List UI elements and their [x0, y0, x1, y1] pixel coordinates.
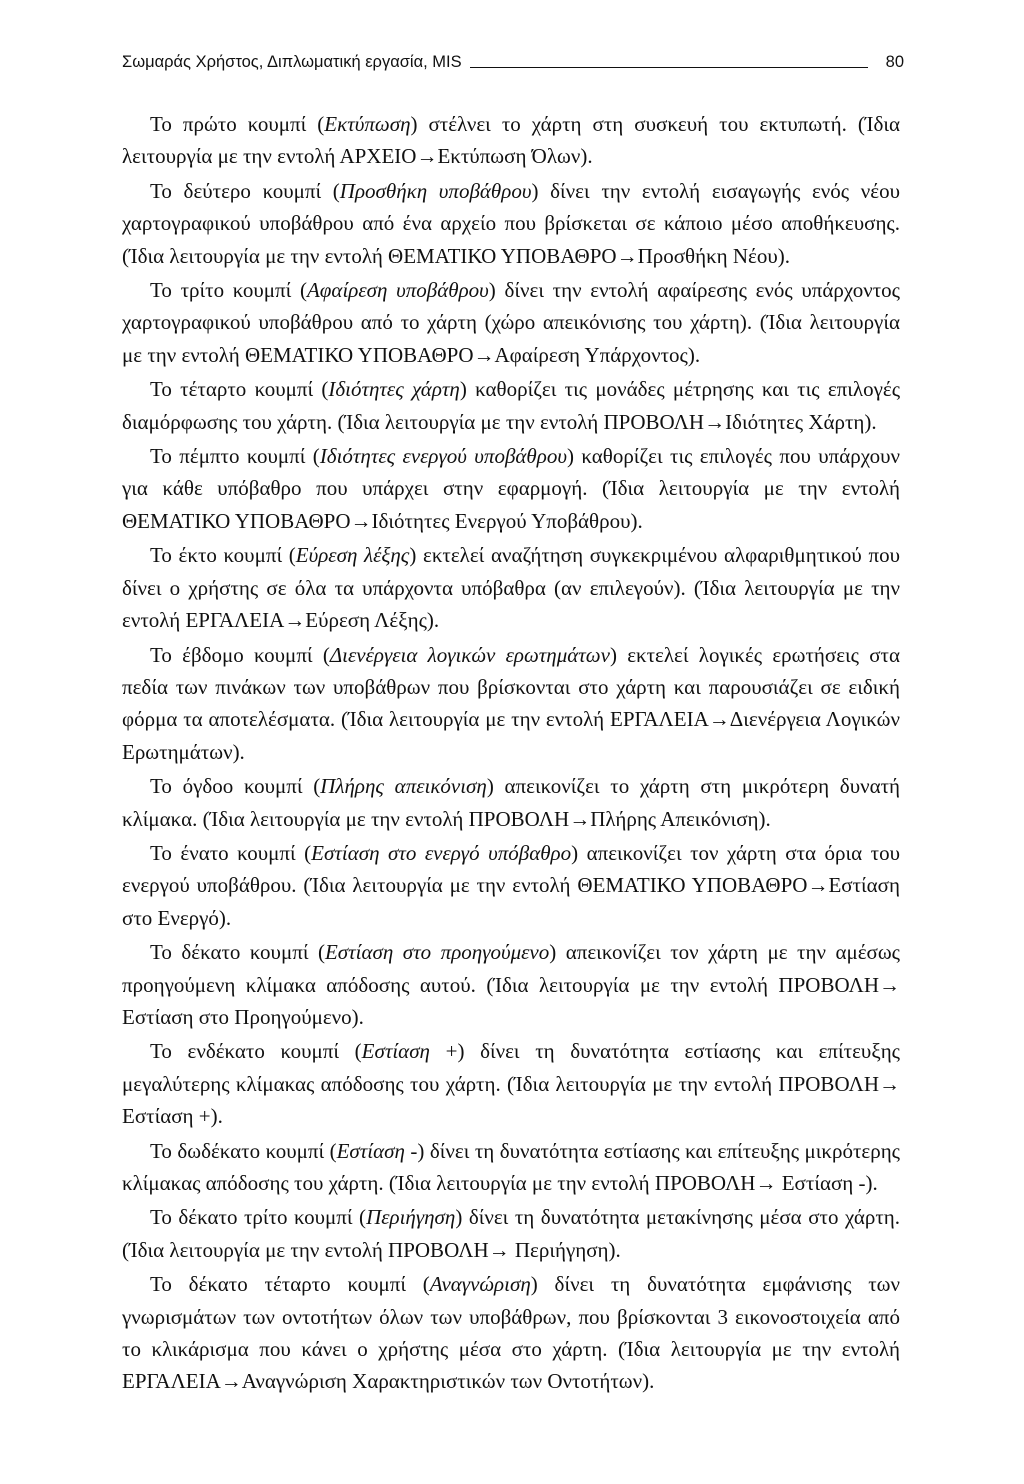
button-name: Εστίαση: [336, 1138, 405, 1163]
paragraph-11: [122, 1035, 900, 1132]
button-name: Προσθήκη υποβάθρου: [339, 178, 532, 203]
paragraph-text: ) δίνει την εντολή αφαίρεσης ενός υπάρχοντος χαρτογραφικού υποβάθρου από το χάρτη (χώρο απεικόνισης του χάρτη). (Ίδια λειτουργία με την εντολή ΘΕΜΑΤΙΚΟ ΥΠΟΒΑΘΡΟ→Αφαίρεση Υπάρχοντος).: [122, 278, 901, 367]
button-name: Αφαίρεση υποβάθρου: [306, 278, 489, 303]
page-number: 80: [885, 53, 904, 71]
header-rule: [470, 67, 868, 68]
paragraph-text: Το τέταρτο κουμπί (: [150, 377, 329, 402]
paragraph-3: [122, 274, 900, 371]
paragraph-text: Το δωδέκατο κουμπί (: [150, 1138, 337, 1163]
button-name: Εστίαση: [361, 1039, 430, 1064]
paragraph-text: Το δέκατο κουμπί (: [150, 940, 325, 965]
paragraph-9: [122, 837, 900, 934]
paragraph-2: [122, 175, 900, 272]
paragraph-text: Το έκτο κουμπί (: [150, 543, 296, 568]
paragraph-5: [122, 440, 900, 537]
paragraph-7: [122, 639, 900, 769]
page-header: [122, 46, 904, 72]
paragraph-text: Το τρίτο κουμπί (: [150, 278, 307, 303]
paragraph-8: [122, 770, 900, 835]
paragraph-text: Το ενδέκατο κουμπί (: [150, 1039, 362, 1064]
button-name: Εύρεση λέξης: [295, 543, 410, 568]
button-name: Εκτύπωση: [324, 112, 411, 136]
paragraph-text: ) εκτελεί αναζήτηση συγκεκριμένου αλφαριθμητικού που δίνει ο χρήστης σε όλα τα υπάρχοντα υπόβαθρα (αν επιλεγούν). (Ίδια λειτουργία με την εντολή ΕΡΓΑΛΕΙΑ→Εύρεση Λέξης).: [122, 543, 900, 633]
paragraph-text: ) δίνει τη δυνατότητα εμφάνισης των γνωρισμάτων των οντοτήτων όλων των υποβάθρων, που βρίσκονται 3 εικονοστοιχεία από το κλικάρισμα που κάνει ο χρήστης μέσα στο χάρτη. (Ίδια λειτουργία με την εντολή ΕΡΓΑΛΕΙΑ→Αναγνώριση Χαρακτηριστικών των Οντοτήτων).: [122, 1272, 901, 1394]
paragraph-text: Το πέμπτο κουμπί (: [150, 444, 320, 469]
paragraph-text: ) καθορίζει τις επιλογές που υπάρχουν για κάθε υπόβαθρο που υπάρχει στην εφαρμογή. (Ίδια λειτουργία με την εντολή ΘΕΜΑΤΙΚΟ ΥΠΟΒΑΘΡΟ→Ιδιότητες Ενεργού Υποβάθρου).: [122, 444, 900, 533]
paragraph-text: ) καθορίζει τις μονάδες μέτρησης και τις επιλογές διαμόρφωσης του χάρτη. (Ίδια λειτουργία με την εντολή ΠΡΟΒΟΛΗ→Ιδιότητες Χάρτη).: [122, 377, 901, 434]
paragraph-13: [122, 1201, 900, 1266]
paragraph-text: ) στέλνει το χάρτη στη συσκευή του εκτυπωτή. (Ίδια λειτουργία με την εντολή ΑΡΧΕΙΟ→Εκτύπωση Όλων).: [122, 112, 901, 169]
paragraph-12: [122, 1135, 900, 1200]
paragraph-14: [122, 1268, 900, 1398]
paragraph-text: ) απεικονίζει τον χάρτη στα όρια του ενεργού υποβάθρου. (Ίδια λειτουργία με την εντολή ΘΕΜΑΤΙΚΟ ΥΠΟΒΑΘΡΟ→Εστίαση στο Ενεργό).: [122, 840, 901, 930]
button-name: Ιδιότητες χάρτη: [328, 377, 460, 402]
body-text: [122, 108, 900, 1398]
paragraph-4: [122, 373, 900, 438]
paragraph-1: [122, 108, 900, 173]
paragraph-text: -) δίνει τη δυνατότητα εστίασης και επίτευξης μικρότερης κλίμακας απόδοσης του χάρτη. (Ίδια λειτουργία με την εντολή ΠΡΟΒΟΛΗ→ Εστίαση -).: [122, 1138, 900, 1195]
paragraph-text: ) απεικονίζει το χάρτη στη μικρότερη δυνατή κλίμακα. (Ίδια λειτουργία με την εντολή ΠΡΟΒΟΛΗ→Πλήρης Απεικόνιση).: [122, 774, 901, 831]
paragraph-text: ) απεικονίζει τον χάρτη με την αμέσως προηγούμενη κλίμακα απόδοσης αυτού. (Ίδια λειτουργία με την εντολή ΠΡΟΒΟΛΗ→ Εστίαση στο Προηγούμενο).: [122, 940, 900, 1029]
button-name: Περιήγηση: [366, 1205, 456, 1230]
paragraph-text: Το όγδοο κουμπί (: [150, 774, 321, 799]
paragraph-6: [122, 539, 900, 636]
paragraph-text: ) εκτελεί λογικές ερωτήσεις στα πεδία των πινάκων των υποβάθρων που βρίσκονται στο χάρτη και παρουσιάζει σε ειδική φόρμα τα αποτελέσματα. (Ίδια λειτουργία με την εντολή ΕΡΓΑΛΕΙΑ→Διενέργεια Λογικών Ερωτημάτων).: [122, 642, 900, 764]
header-title: Σωμαράς Χρήστος, Διπλωματική εργασία, MIS: [122, 53, 462, 71]
paragraph-10: [122, 936, 900, 1033]
paragraph-text: ) δίνει την εντολή εισαγωγής ενός νέου χαρτογραφικού υποβάθρου από ένα αρχείο που βρίσκεται σε κάποιο μέσο αποθήκευσης. (Ίδια λειτουργία με την εντολή ΘΕΜΑΤΙΚΟ ΥΠΟΒΑΘΡΟ→Προσθήκη Νέου).: [122, 178, 900, 268]
button-name: Αναγνώριση: [429, 1272, 531, 1297]
paragraph-text: Το δέκατο τρίτο κουμπί (: [150, 1205, 367, 1230]
paragraph-text: Το ένατο κουμπί (: [150, 840, 312, 865]
button-name: Πλήρης απεικόνιση: [320, 774, 487, 799]
button-name: Διενέργεια λογικών ερωτημάτων: [329, 642, 610, 667]
button-name: Εστίαση στο προηγούμενο: [324, 940, 550, 965]
paragraph-text: Το δεύτερο κουμπί (: [150, 178, 340, 203]
paragraph-text: Το δέκατο τέταρτο κουμπί (: [150, 1272, 430, 1297]
button-name: Ιδιότητες ενεργού υποβάθρου: [319, 444, 567, 469]
paragraph-text: Το πρώτο κουμπί (: [150, 112, 325, 136]
button-name: Εστίαση στο ενεργό υπόβαθρο: [311, 840, 572, 865]
paragraph-text: ) δίνει τη δυνατότητα μετακίνησης μέσα στο χάρτη. (Ίδια λειτουργία με την εντολή ΠΡΟΒΟΛΗ→ Περιήγηση).: [122, 1205, 901, 1262]
paragraph-text: +) δίνει τη δυνατότητα εστίασης και επίτευξης μεγαλύτερης κλίμακας απόδοσης του χάρτη. (Ίδια λειτουργία με την εντολή ΠΡΟΒΟΛΗ→ Εστίαση +).: [122, 1039, 900, 1129]
paragraph-text: Το έβδομο κουμπί (: [150, 642, 330, 667]
